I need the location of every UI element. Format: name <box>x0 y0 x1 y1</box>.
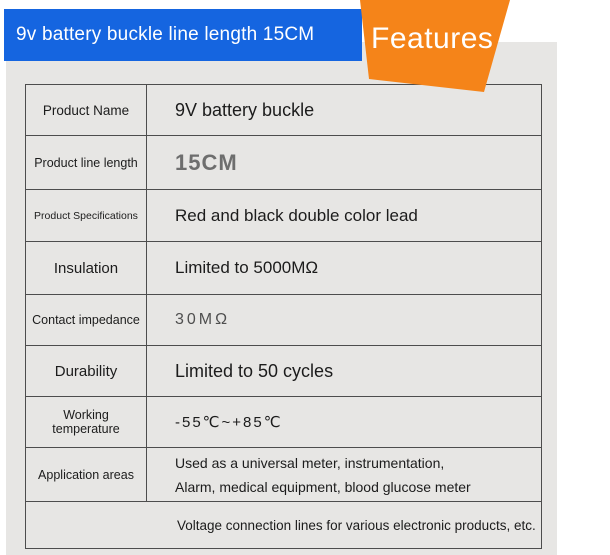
spec-table <box>25 84 542 549</box>
row-value: Limited to 50 cycles <box>175 360 334 381</box>
table-row <box>26 396 541 447</box>
table-row <box>26 447 541 501</box>
row-value: Limited to 5000MΩ <box>175 258 319 277</box>
table-row <box>26 85 541 135</box>
table-row <box>26 294 541 345</box>
title-banner <box>4 9 362 61</box>
row-label: Product Specifications <box>26 190 147 241</box>
row-label: Product line length <box>26 136 147 189</box>
features-label: Features <box>371 22 494 55</box>
row-label: Product Name <box>26 85 147 135</box>
row-value-line1: Used as a universal meter, instrumentation, <box>175 454 445 471</box>
table-row <box>26 241 541 294</box>
table-row <box>26 135 541 189</box>
row-value: 9V battery buckle <box>175 99 315 120</box>
table-row <box>26 345 541 396</box>
row-label: Durability <box>26 346 147 396</box>
row-value: Red and black double color lead <box>175 205 418 225</box>
table-row <box>26 501 541 548</box>
row-value-line2: Alarm, medical equipment, blood glucose meter <box>175 478 471 495</box>
row-label: Application areas <box>26 448 147 501</box>
title-banner-text: 9v battery buckle line length 15CM <box>16 24 315 45</box>
row-value: Voltage connection lines for various electronic products, etc. <box>177 517 536 533</box>
row-label: Contact impedance <box>26 295 147 345</box>
row-value: 15CM <box>175 149 238 175</box>
table-row <box>26 189 541 241</box>
row-label: Working temperature <box>26 397 147 447</box>
row-value: -55℃~+85℃ <box>175 414 283 431</box>
row-label: Insulation <box>26 242 147 294</box>
row-value: 30MΩ <box>175 311 231 328</box>
